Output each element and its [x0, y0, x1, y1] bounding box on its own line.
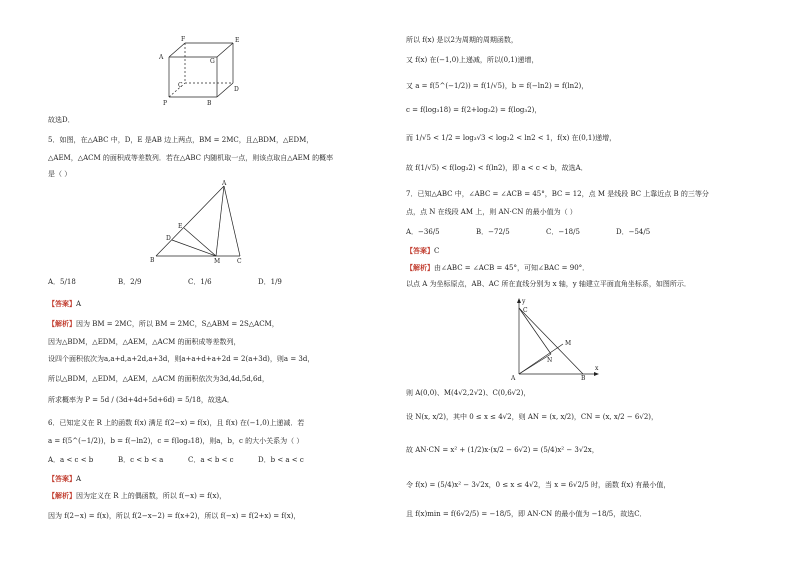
answer-7-value: C — [434, 247, 440, 255]
question-6-line-1: 6．已知定义在 R 上的函数 f(x) 满足 f(2−x) = f(x)，且 f(x) 在(−1,0)上递减．若 — [48, 419, 305, 427]
question-7-line-1: 7．已知△ABC 中，∠ABC = ∠ACB = 45°，BC = 12，点 M 是线段 BC 上靠近点 B 的三等分 — [406, 190, 709, 198]
q7-option-b: B．−72/5 — [476, 228, 510, 236]
text-line: 所以 f(x) 是以2为周期的周期函数， — [406, 36, 518, 44]
explain-7-line-6: 令 f(x) = (5/4)x² − 3√2x，0 ≤ x ≤ 4√2，当 x = 6√2/5 时，函数 f(x) 有最小值， — [406, 481, 671, 489]
explain-5-text-1: 因为 BM = 2MC，所以 BM = 2MC，S△ABM = 2S△ACM， — [76, 320, 279, 328]
tri-label-e: E — [178, 223, 183, 230]
explain-7-line-2: 以点 A 为坐标原点，AB、AC 所在直线分别为 x 轴，y 轴建立平面直角坐标系，如图所示． — [406, 280, 691, 288]
coord-label-m: M — [565, 340, 572, 347]
question-5-line-1: 5．如图，在△ABC 中，D，E 是AB 边上两点，BM = 2MC，且△BDM，△EDM， — [48, 136, 314, 144]
triangle-figure — [150, 178, 250, 263]
coord-label-b: B — [581, 375, 586, 380]
explain-6-line-2: 因为 f(2−x) = f(x)，所以 f(2−x−2) = f(x+2)，所以 f(−x) = f(2+x) = f(x)， — [48, 512, 301, 520]
explain-5-line-5: 所求概率为 P = 5d / (3d+4d+5d+6d) = 5/18，故选A． — [48, 396, 234, 404]
axis-label-x: x — [595, 365, 599, 372]
text-line: 故 f(1/√5) < f(log₃2) < f(ln2)，即 a < c < b，故选A． — [406, 164, 588, 172]
q6-option-b: B．c < b < a — [118, 456, 164, 464]
cube-label-a: A — [159, 54, 164, 61]
explain-tag: 【解析】 — [48, 491, 76, 500]
tri-label-c: C — [237, 258, 242, 263]
q5-option-a: A．5/18 — [48, 278, 76, 286]
q7-option-d: D．−54/5 — [616, 228, 651, 236]
explain-tag: 【解析】 — [48, 319, 76, 328]
answer-tag: 【答案】 — [48, 299, 76, 308]
q5-option-b: B．2/9 — [118, 278, 142, 286]
text-line: c = f(log₃18) = f(2+log₃2) = f(log₃2)， — [406, 106, 542, 114]
answer-tag: 【答案】 — [406, 246, 434, 255]
text-line: 故选D． — [48, 116, 75, 124]
explain-7-text-1: 由∠ABC = ∠ACB = 45°，可知∠BAC = 90°． — [434, 264, 590, 272]
tri-label-a: A — [222, 180, 227, 187]
cube-figure — [155, 35, 250, 107]
explain-5-line-4: 所以△BDM，△EDM，△AEM，△ACM 的面积依次为3d,4d,5d,6d， — [48, 375, 269, 383]
answer-5-value: A — [76, 300, 82, 308]
q5-option-c: C．1/6 — [188, 278, 212, 286]
text-line: 又 a = f(5^(−1/2)) = f(1/√5)，b = f(−ln2) = f(ln2)， — [406, 82, 589, 90]
cube-label-f: F — [181, 36, 186, 43]
q7-option-a: A．−36/5 — [406, 228, 440, 236]
right-column — [397, 0, 794, 562]
explain-7-line-1 — [406, 264, 589, 273]
answer-tag: 【答案】 — [48, 474, 76, 483]
cube-label-b: B — [207, 100, 212, 107]
q6-option-d: D．b < a < c — [258, 456, 304, 464]
explain-7-line-4: 设 N(x, x/2)，其中 0 ≤ x ≤ 4√2，则 AN = (x, x/2)，CN = (x, x/2 − 6√2)， — [406, 413, 659, 421]
coord-label-c: C — [523, 307, 528, 314]
text-line: 又 f(x) 在(−1,0)上递减，所以(0,1)递增， — [406, 56, 539, 64]
explain-5-line-2: 因为△BDM，△EDM，△AEM，△ACM 的面积成等差数列， — [48, 338, 241, 346]
axis-label-y: y — [522, 298, 526, 305]
tri-label-d: D — [166, 235, 171, 242]
answer-6-value: A — [76, 475, 82, 483]
question-7-line-2: 点，点 N 在线段 AM 上，则 AN·CN 的最小值为（ ） — [406, 208, 577, 216]
answer-6 — [48, 475, 81, 484]
cube-label-d: D — [234, 86, 239, 93]
q6-option-c: C．a < b < c — [188, 456, 234, 464]
coord-label-a: A — [511, 375, 516, 380]
q7-option-c: C．−18/5 — [546, 228, 580, 236]
cube-label-c: C — [178, 82, 183, 89]
explain-6-text-1: 因为定义在 R 上的偶函数，所以 f(−x) = f(x)， — [76, 492, 227, 500]
cube-label-p: P — [163, 100, 168, 107]
question-5-line-3: 是（ ） — [48, 170, 72, 178]
explain-7-line-7: 且 f(x)min = f(6√2/5) = −18/5，即 AN·CN 的最小值为 −18/5，故选C． — [406, 510, 647, 518]
question-6-line-2: a = f(5^(−1/2))，b = f(−ln2)，c = f(log₃18)，则a，b，c 的大小关系为（ ） — [48, 437, 304, 445]
q6-option-a: A．a < c < b — [48, 456, 94, 464]
explain-7-line-3: 则 A(0,0)、M(4√2,2√2)、C(0,6√2)， — [406, 389, 531, 397]
coord-label-n: N — [547, 357, 553, 364]
explain-5-line-3: 设四个面积依次为a,a+d,a+2d,a+3d，则a+a+d+a+2d = 2(a+3d)，则a = 3d， — [48, 355, 315, 363]
answer-5 — [48, 300, 81, 309]
cube-label-g: G — [210, 58, 215, 65]
question-5-line-2: △AEM，△ACM 的面积成等差数列．若在△ABC 内随机取一点，则该点取自△AEM 的概率 — [48, 154, 334, 162]
tri-label-b: B — [150, 257, 155, 263]
text-line: 而 1/√5 < 1/2 = log₃√3 < log₃2 < ln2 < 1，f(x) 在(0,1)递增， — [406, 134, 617, 142]
explain-6-line-1 — [48, 492, 226, 501]
explain-5-line-1 — [48, 320, 279, 329]
explain-tag: 【解析】 — [406, 263, 434, 272]
cube-label-e: E — [235, 37, 240, 44]
explain-7-line-5: 故 AN·CN = x² + (1/2)x·(x/2 − 6√2) = (5/4)x² − 3√2x， — [406, 446, 599, 454]
answer-7 — [406, 247, 439, 256]
tri-label-m: M — [214, 258, 221, 263]
q5-option-d: D．1/9 — [258, 278, 282, 286]
coordinate-figure — [507, 296, 602, 380]
